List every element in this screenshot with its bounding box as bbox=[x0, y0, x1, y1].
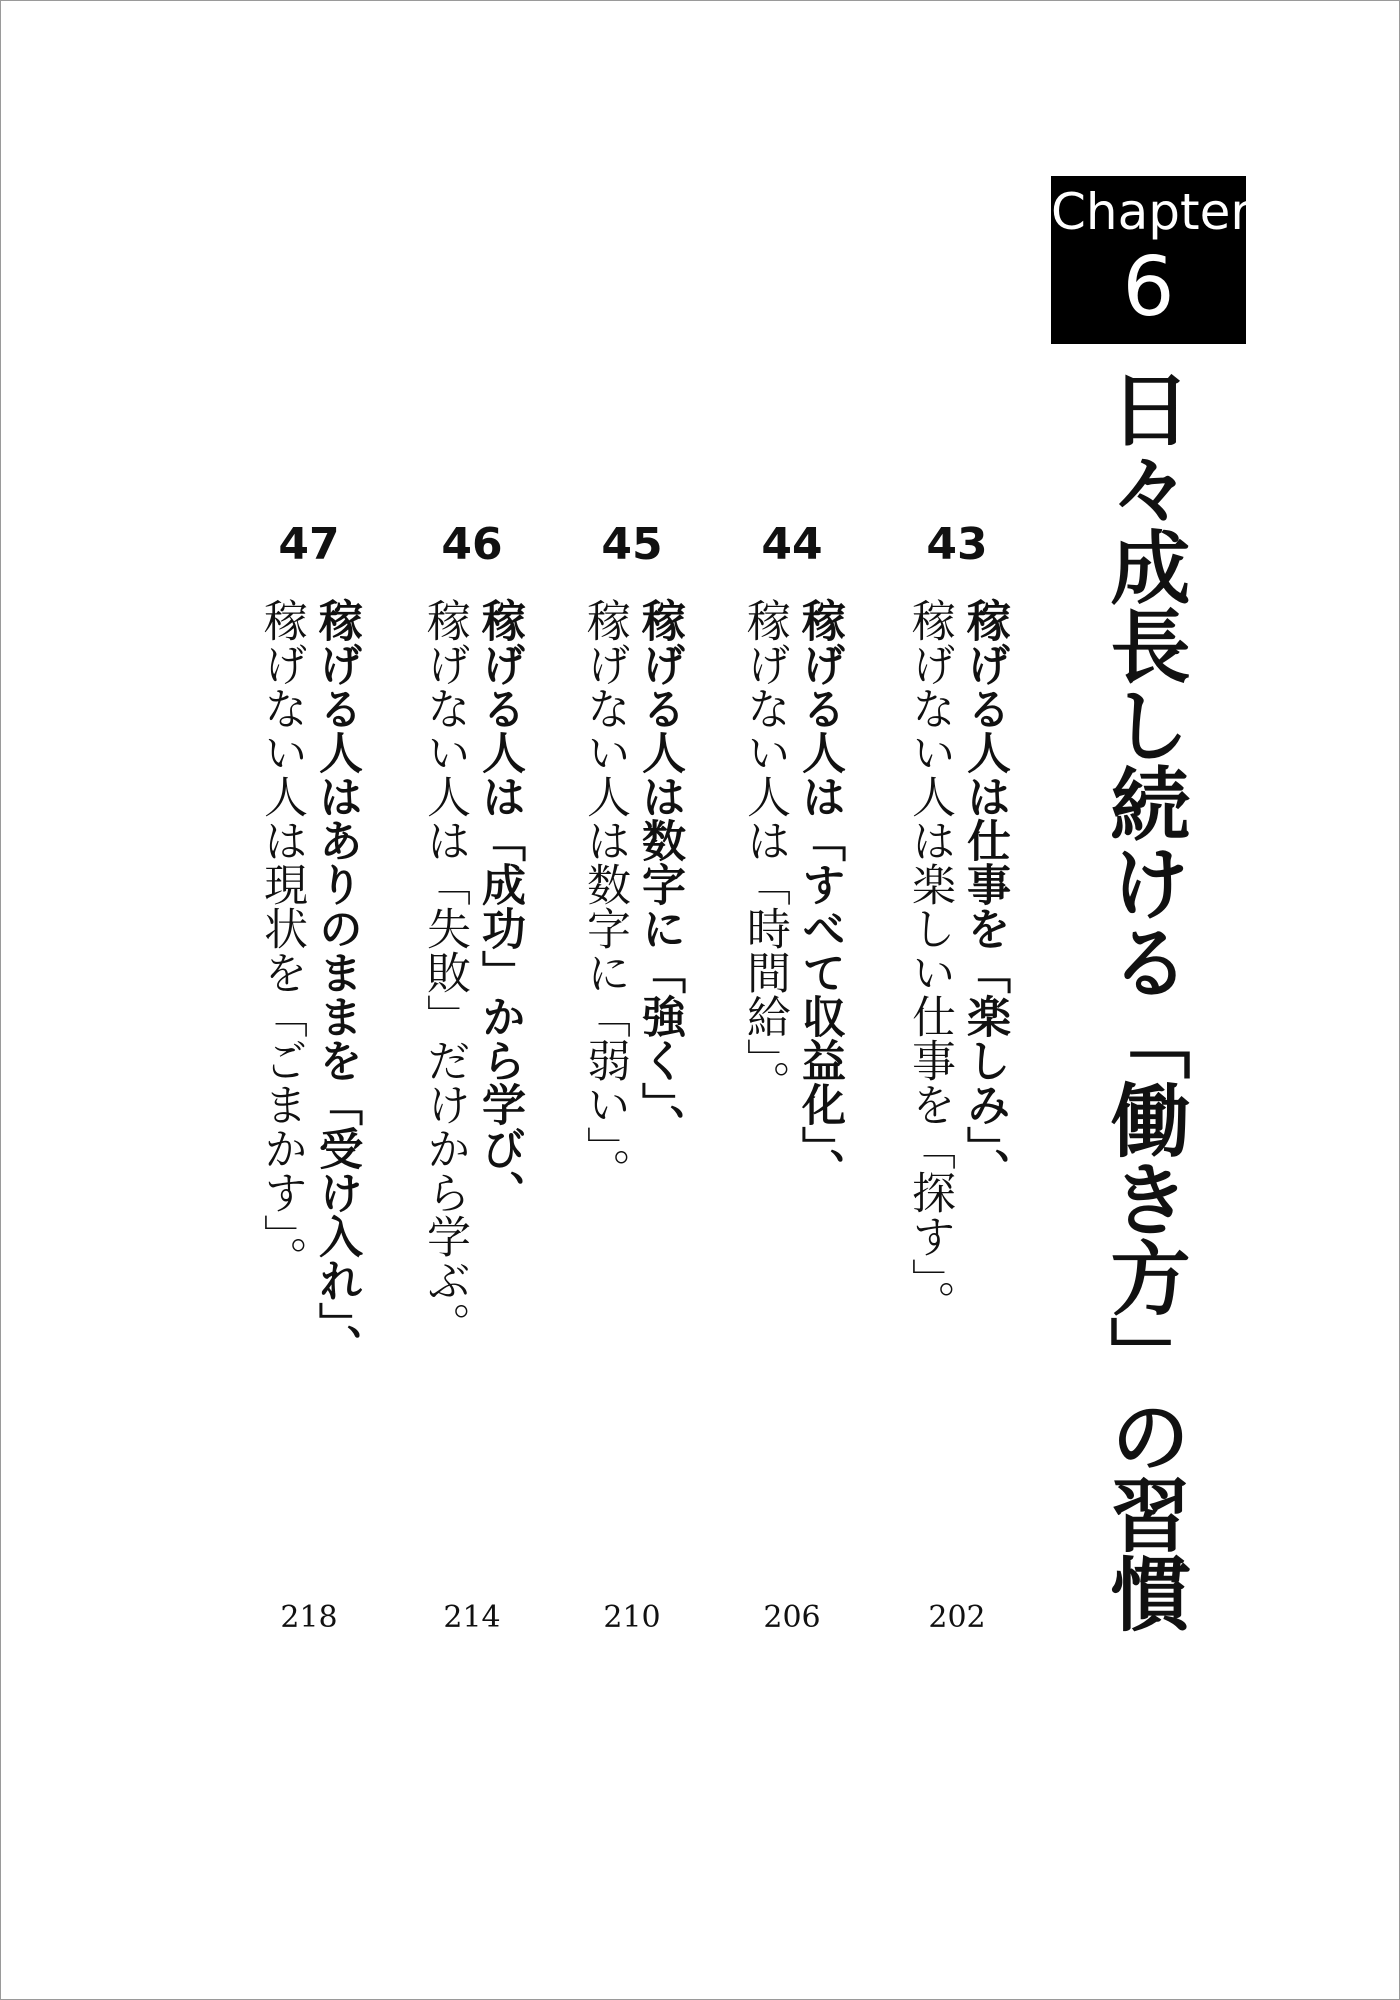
entry-text bbox=[577, 598, 687, 1398]
toc-entry-45[interactable] bbox=[577, 510, 687, 1640]
earner-line: 稼げる人は数字に「強く」、 bbox=[634, 598, 685, 1148]
page-number: 210 bbox=[603, 1600, 661, 1635]
toc-entry-43[interactable] bbox=[902, 510, 1012, 1640]
non-earner-line: 稼げない人は現状を「ごまかす」。 bbox=[256, 598, 307, 1280]
earner-line: 稼げる人は仕事を「楽しみ」、 bbox=[959, 598, 1010, 1192]
entry-number: 47 bbox=[278, 519, 340, 570]
earner-line: 稼げる人はありのままを「受け入れ」、 bbox=[311, 598, 362, 1368]
chapter-number: 6 bbox=[1122, 240, 1175, 335]
non-earner-line: 稼げない人は楽しい仕事を「探す」。 bbox=[904, 598, 955, 1324]
non-earner-line: 稼げない人は数字に「弱い」。 bbox=[579, 598, 630, 1192]
toc-entry-46[interactable] bbox=[417, 510, 527, 1640]
entry-text bbox=[737, 598, 847, 1398]
entry-text bbox=[417, 598, 527, 1398]
non-earner-line: 稼げない人は「失敗」だけから学ぶ。 bbox=[419, 598, 470, 1346]
chapter-badge bbox=[1051, 176, 1251, 344]
earner-line: 稼げる人は「成功」から学び、 bbox=[474, 598, 525, 1214]
entry-number: 45 bbox=[601, 519, 663, 570]
page-number: 218 bbox=[280, 1600, 338, 1635]
entry-text bbox=[902, 598, 1012, 1398]
non-earner-line: 稼げない人は「時間給」。 bbox=[739, 598, 790, 1104]
entry-text bbox=[254, 598, 364, 1398]
entry-number: 46 bbox=[441, 519, 503, 570]
chapter-title: 日々成長し続ける「働き方」の習慣 bbox=[1097, 368, 1190, 1632]
entry-number: 43 bbox=[926, 519, 988, 570]
page-number: 202 bbox=[928, 1600, 986, 1635]
toc-entry-47[interactable] bbox=[254, 510, 364, 1640]
earner-line: 稼げる人は「すべて収益化」、 bbox=[794, 598, 845, 1192]
page-number: 206 bbox=[763, 1600, 821, 1635]
entry-number: 44 bbox=[761, 519, 823, 570]
page-number: 214 bbox=[443, 1600, 501, 1635]
toc-entry-44[interactable] bbox=[737, 510, 847, 1640]
chapter-label: Chapter bbox=[1051, 183, 1251, 241]
